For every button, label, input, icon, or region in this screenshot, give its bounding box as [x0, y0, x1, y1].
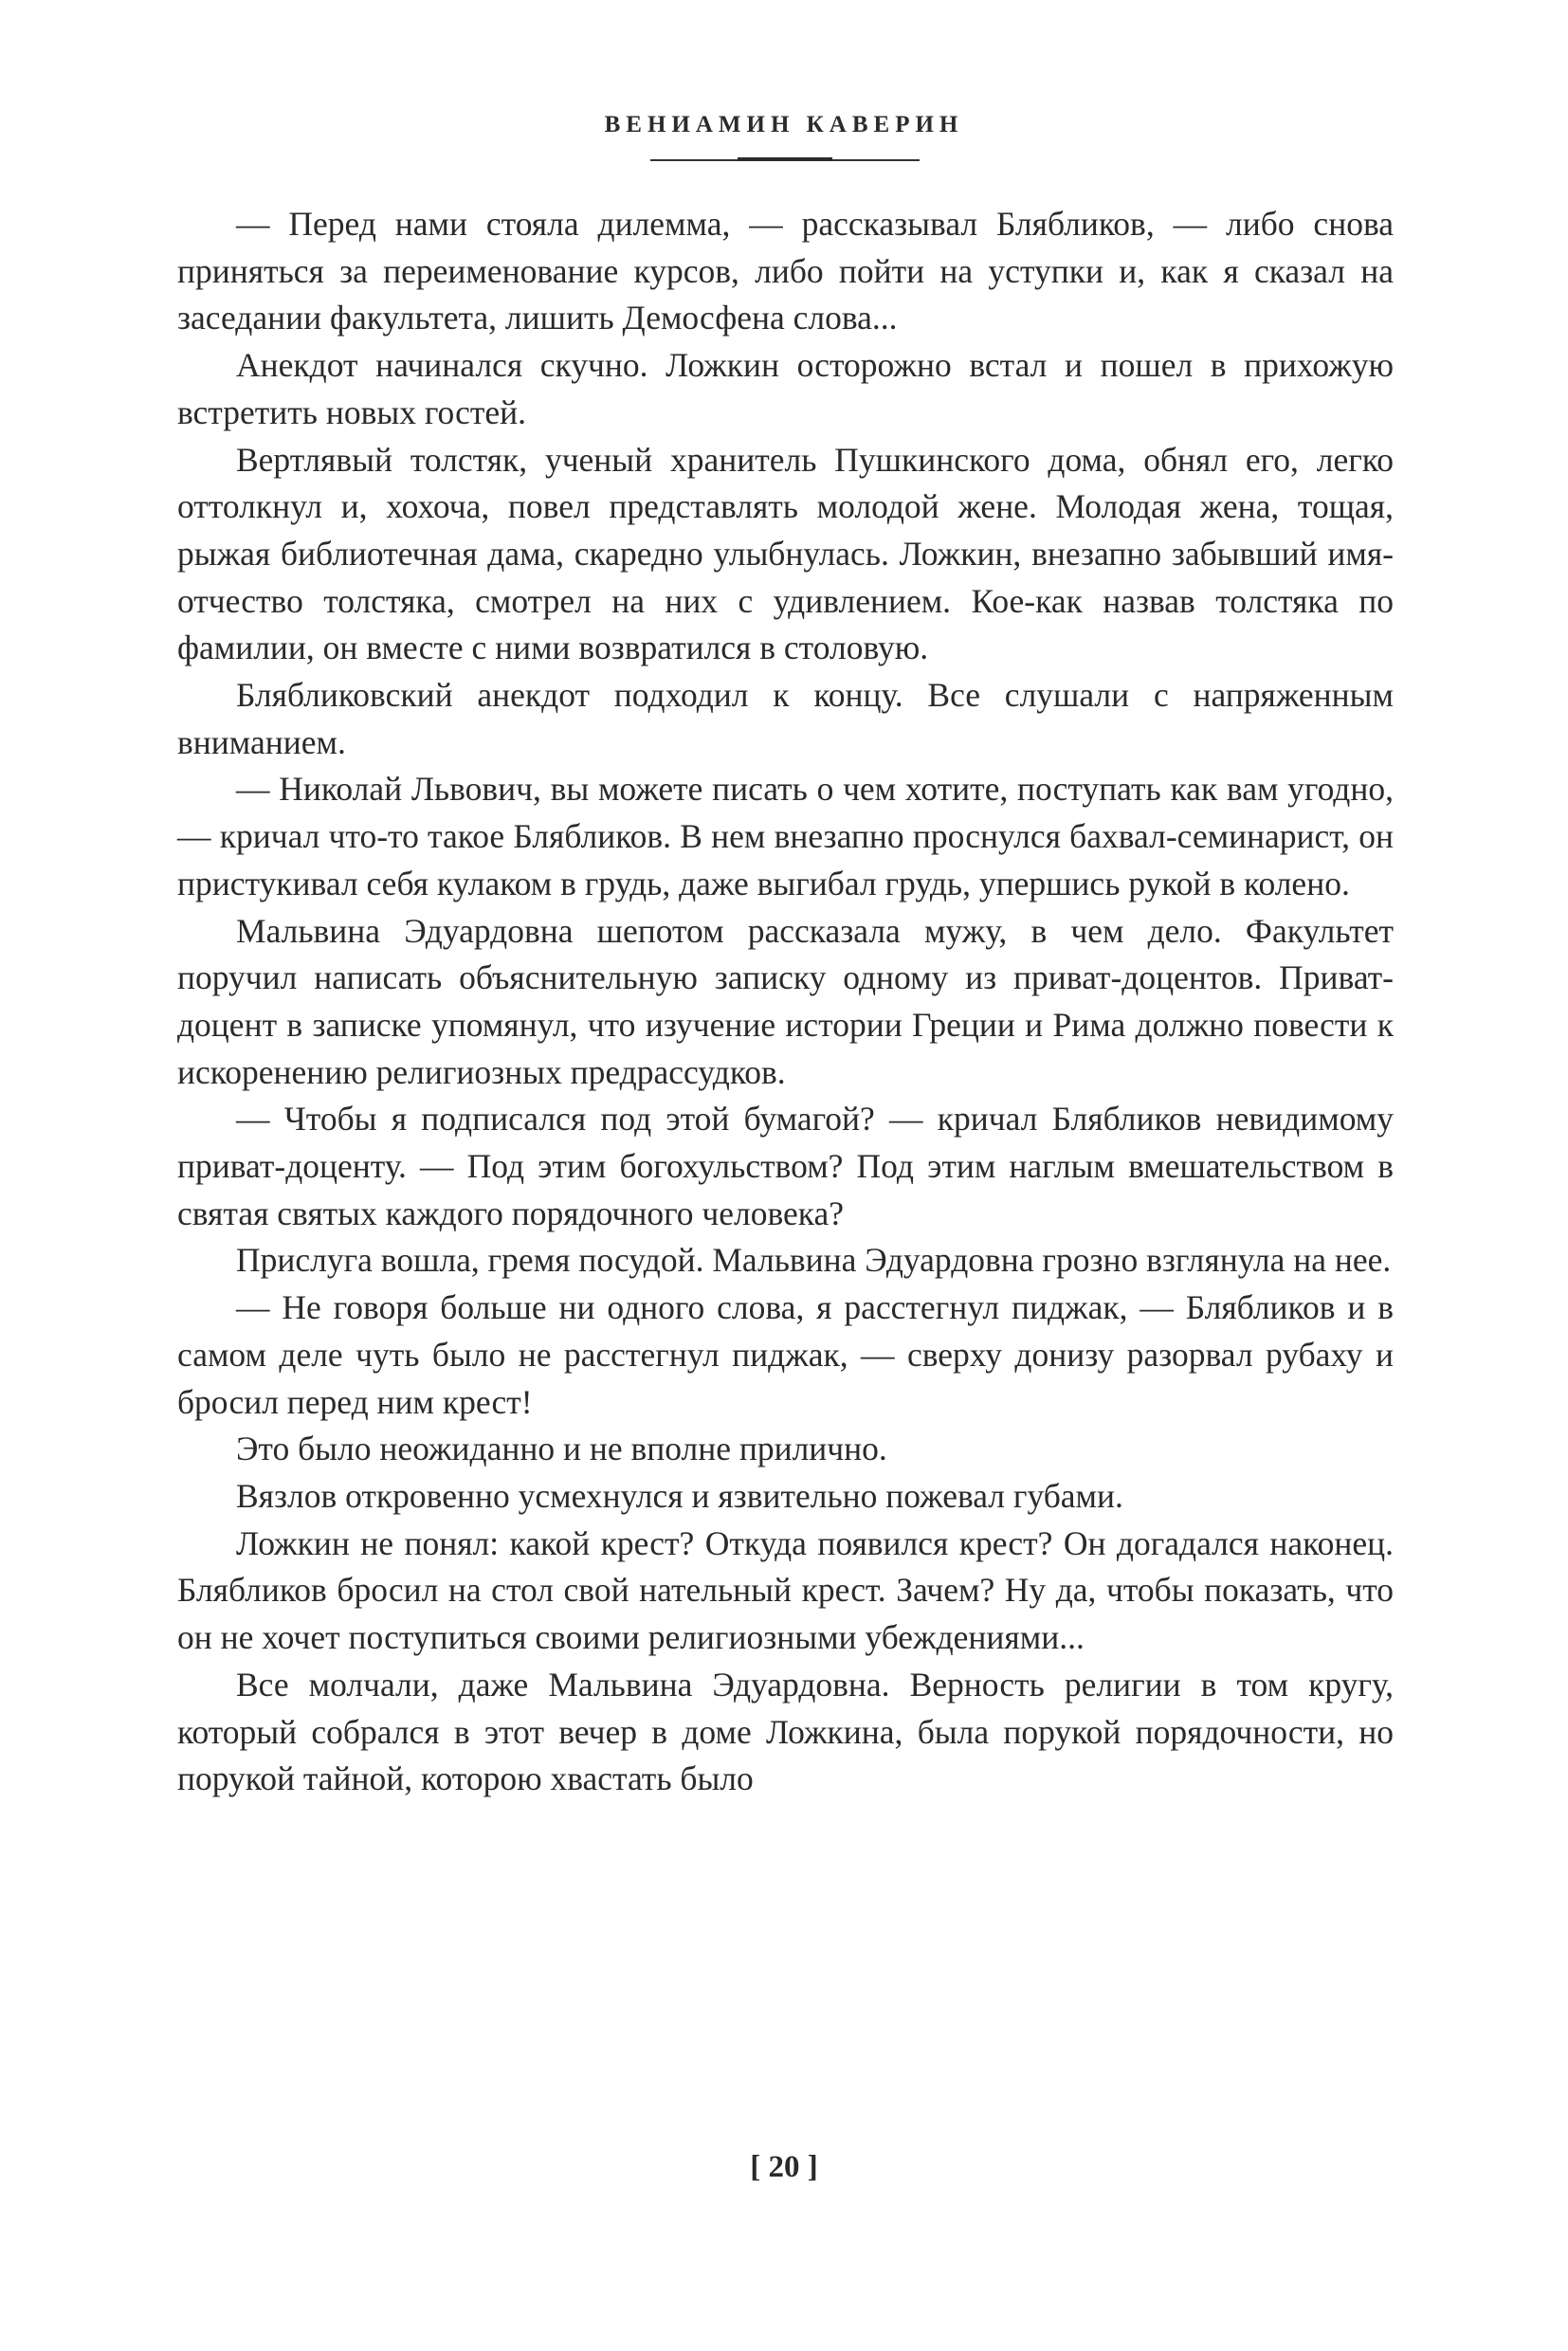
paragraph: Блябликовский анекдот подходил к концу. Все слушали с напряженным вниманием. [177, 676, 1394, 761]
paragraph: Все молчали, даже Мальвина Эдуардовна. Верность религии в том кругу, который собрался в этот вечер в доме Ложкина, была порукой порядочности, но порукой тайной, которою хвастать было [177, 1665, 1394, 1798]
paragraph: — Не говоря больше ни одного слова, я расстегнул пиджак, — Блябликов и в самом деле чуть было не расстегнул пиджак, — сверху донизу разорвал рубаху и бросил перед ним крест! [177, 1288, 1394, 1421]
paragraph: Ложкин не понял: какой крест? Откуда появился крест? Он догадался наконец. Блябликов бросил на стол свой нательный крест. Зачем? Ну да, чтобы показать, что он не хочет поступиться своими религиозными убеждениями... [177, 1523, 1394, 1657]
page-number: [ 20 ] [750, 2150, 818, 2184]
paragraph: Анекдот начинался скучно. Ложкин осторожно встал и пошел в прихожую встретить новых гостей. [177, 346, 1394, 431]
body-text [177, 201, 1394, 1803]
paragraph: — Николай Львович, вы можете писать о чем хотите, поступать как вам угодно, — кричал что-то такое Блябликов. В нем внезапно проснулся бахвал-семинарист, он пристукивал себя кулаком в грудь, даже выгибал грудь, упершись рукой в колено. [177, 770, 1394, 902]
paragraph: Прислуга вошла, гремя посудой. Мальвина Эдуардовна грозно взглянула на нее. [236, 1241, 1392, 1280]
paragraph: Мальвина Эдуардовна шепотом рассказала мужу, в чем дело. Факультет поручил написать объяснительную записку одному из приват-доцентов. Приват-доцент в записке упомянул, что изучение истории Греции и Рима должно повести к искоренению религиозных предрассудков. [177, 911, 1394, 1091]
paragraph: Это было неожиданно и не вполне прилично. [236, 1430, 887, 1468]
running-head: ВЕНИАМИН КАВЕРИН [604, 112, 964, 137]
header-rule [650, 159, 920, 161]
paragraph: Вязлов откровенно усмехнулся и язвительно пожевал губами. [236, 1476, 1123, 1515]
paragraph: — Чтобы я подписался под этой бумагой? — кричал Блябликов невидимому приват-доценту. — Под этим богохульством? Под этим наглым вмешательством в святая святых каждого порядочного человека? [177, 1100, 1394, 1232]
paragraph: Вертлявый толстяк, ученый хранитель Пушкинского дома, обнял его, легко оттолкнул и, хохоча, повел представлять молодой жене. Молодая жена, тощая, рыжая библиотечная дама, скаредно улыбнулась. Ложкин, внезапно забывший имя-отчество толстяка, смотрел на них с удивлением. Кое-как назвав толстяка по фамилии, он вместе с ними возвратился в столовую. [177, 440, 1394, 667]
paragraph: — Перед нами стояла дилемма, — рассказывал Блябликов, — либо снова приняться за переименование курсов, либо пойти на уступки и, как я сказал на заседании факультета, лишить Демосфена слова... [177, 205, 1394, 337]
